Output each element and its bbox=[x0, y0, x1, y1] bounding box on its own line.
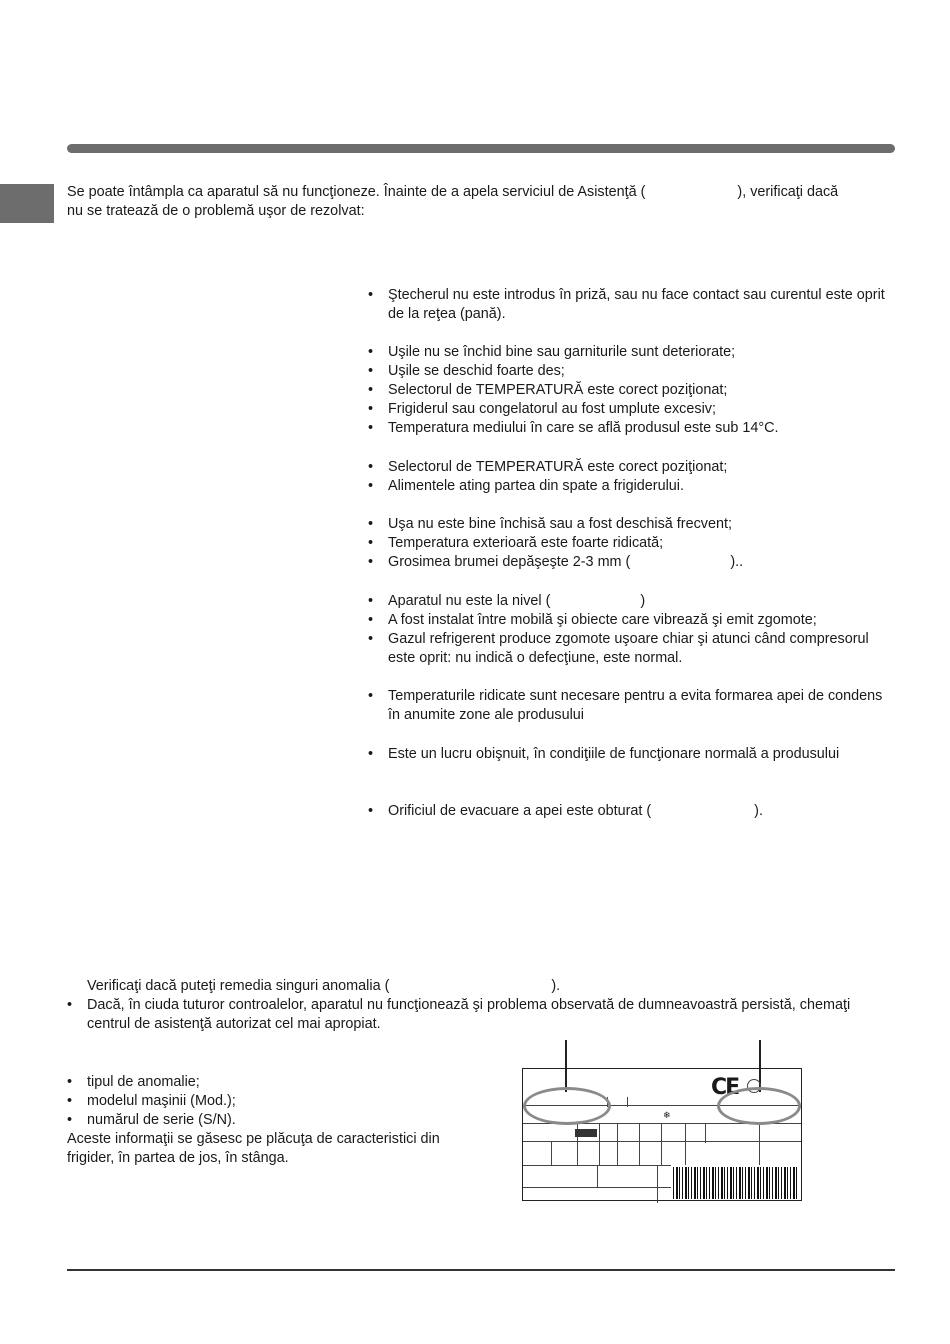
list-item: • Selectorul de TEMPERATURĂ este corect poziţionat; bbox=[368, 381, 890, 400]
model-highlight-oval bbox=[523, 1087, 611, 1125]
list-item: • Temperatura exterioară este foarte ridicată; bbox=[368, 534, 890, 553]
frost-item-text: Grosimea brumei depăşeşte 2-3 mm ( bbox=[388, 554, 631, 570]
intro-line2: nu se tratează de o problemă uşor de rezolvat: bbox=[67, 203, 365, 219]
barcode bbox=[673, 1167, 799, 1199]
rating-plate-illustration bbox=[521, 1040, 805, 1205]
service-check-line bbox=[87, 977, 887, 996]
list-item bbox=[368, 553, 890, 572]
footer-rule bbox=[67, 1269, 895, 1271]
list-item: • Temperaturile ridicate sunt necesare pentru a evita formarea apei de condens în anumite zone ale produsului bbox=[368, 687, 890, 725]
list-item: • tipul de anomalie; bbox=[67, 1073, 487, 1092]
list-item: • modelul maşinii (Mod.); bbox=[67, 1092, 487, 1111]
list-item: • Selectorul de TEMPERATURĂ este corect poziţionat; bbox=[368, 458, 890, 477]
service-check-end: ). bbox=[551, 978, 561, 994]
info-note: Aceste informaţii se găsesc pe plăcuţa de caracteristici din frigider, în partea de jos, în stânga. bbox=[67, 1131, 440, 1166]
energy-class-icon bbox=[575, 1129, 597, 1137]
checklist-group-5 bbox=[368, 592, 890, 668]
list-item bbox=[368, 802, 890, 821]
header-rule bbox=[67, 144, 895, 153]
list-item: • Frigiderul sau congelatorul au fost umplute excesiv; bbox=[368, 400, 890, 419]
checklist-group-7 bbox=[368, 745, 890, 764]
service-check-text: Verificaţi dacă puteţi remedia singuri anomalia ( bbox=[87, 978, 390, 994]
list-item: • Uşile nu se închid bine sau garniturile sunt deteriorate; bbox=[368, 343, 890, 362]
language-tab bbox=[0, 184, 54, 223]
level-item-text: Aparatul nu este la nivel ( bbox=[388, 593, 551, 609]
list-item: • Gazul refrigerent produce zgomote uşoare chiar şi atunci când compresorul este oprit: nu indică o defecţiune, este normal. bbox=[368, 630, 890, 668]
drain-item-text: Orificiul de evacuare a apei este obturat ( bbox=[388, 803, 652, 819]
service-list bbox=[67, 996, 867, 1034]
intro-line1-end: ), verificaţi dacă bbox=[737, 184, 839, 200]
list-item: • Dacă, în ciuda tuturor controalelor, aparatul nu funcţionează şi problema observată de dumneavoastră persistă, chemaţi centrul de asistenţă autorizat cel mai apropiat. bbox=[67, 996, 867, 1034]
frost-item-end: ).. bbox=[730, 554, 744, 570]
list-item bbox=[368, 592, 890, 611]
list-item: • Uşa nu este bine închisă sau a fost deschisă frecvent; bbox=[368, 515, 890, 534]
list-item: • A fost instalat între mobilă şi obiecte care vibrează şi emit zgomote; bbox=[368, 611, 890, 630]
list-item: • Uşile se deschid foarte des; bbox=[368, 362, 890, 381]
checklist-group-3 bbox=[368, 458, 890, 496]
list-item: • Ştecherul nu este introdus în priză, sau nu face contact sau curentul este oprit de la reţea (pană). bbox=[368, 286, 890, 324]
list-item: • Temperatura mediului în care se află produsul este sub 14°C. bbox=[368, 419, 890, 438]
checklist-group-1 bbox=[368, 286, 890, 324]
checklist-group-2 bbox=[368, 343, 890, 438]
intro-line1-start: Se poate întâmpla ca aparatul să nu funcţioneze. Înainte de a apela serviciul de Asistenţă ( bbox=[67, 184, 646, 200]
info-list bbox=[67, 1073, 487, 1130]
intro-paragraph bbox=[67, 183, 897, 221]
snowflake-icon: ❄ bbox=[663, 1110, 671, 1120]
checklist-group-8 bbox=[368, 802, 890, 821]
serial-highlight-oval bbox=[717, 1087, 801, 1125]
level-item-end: ) bbox=[640, 593, 646, 609]
checklist-group-6 bbox=[368, 687, 890, 725]
checklist-group-4 bbox=[368, 515, 890, 572]
list-item: • numărul de serie (S/N). bbox=[67, 1111, 487, 1130]
list-item: • Alimentele ating partea din spate a frigiderului. bbox=[368, 477, 890, 496]
list-item: • Este un lucru obişnuit, în condiţiile de funcţionare normală a produsului bbox=[368, 745, 890, 764]
ce-mark: CE bbox=[711, 1075, 739, 1100]
drain-item-end: ). bbox=[754, 803, 763, 819]
